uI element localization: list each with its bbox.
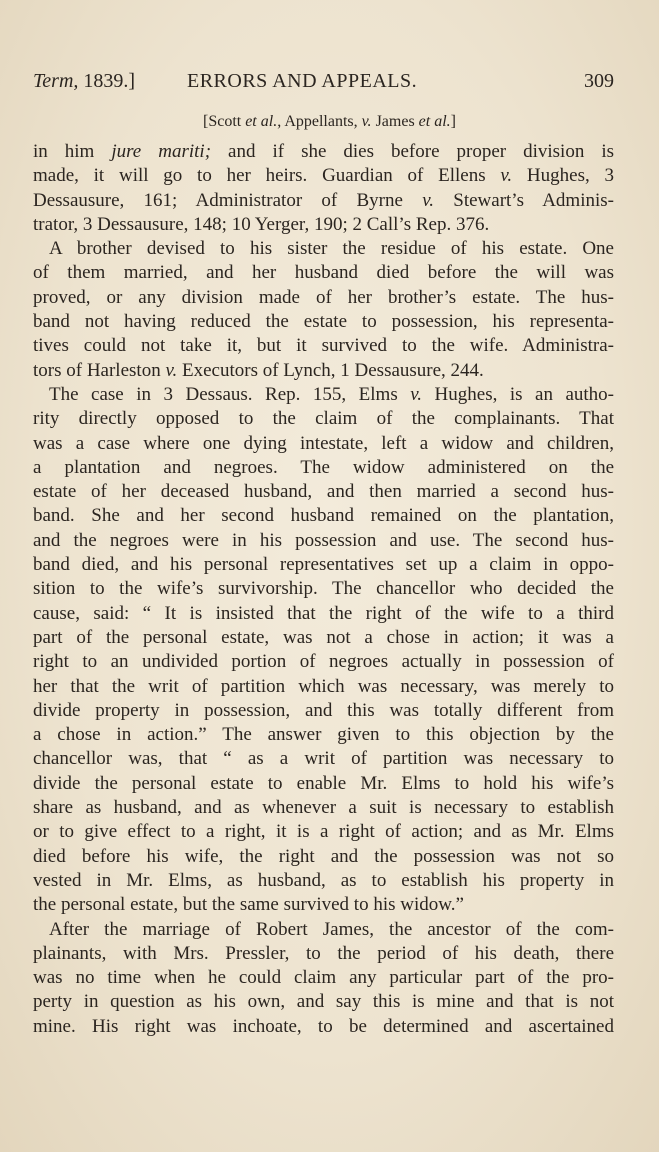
text-line — [33, 286, 614, 310]
text-segment: her that the writ of partition which was necessary, was merely to — [33, 675, 614, 697]
text-line — [33, 359, 614, 383]
italic-text: v. — [165, 359, 178, 381]
italic-text: et al. — [418, 113, 451, 130]
year-label: 1839.] — [78, 70, 136, 92]
italic-text: v. — [361, 113, 372, 130]
text-line — [33, 480, 614, 504]
text-line — [33, 553, 614, 577]
text-line — [33, 747, 614, 771]
term-label: Term, — [33, 70, 79, 92]
text-segment: Dessausure, 161; Administrator of Byrne — [33, 189, 423, 211]
text-segment: cause, said: “ It is insisted that the right of the wife to a third — [33, 602, 614, 624]
text-segment: tors of Harleston — [33, 359, 166, 381]
text-segment: band died, and his personal representatives set up a claim in oppo- — [33, 554, 614, 576]
text-segment: tives could not take it, but it survived to the wife. Administra- — [33, 335, 614, 357]
italic-text: v. — [422, 189, 434, 211]
text-segment: band not having reduced the estate to possession, his representa- — [33, 311, 614, 333]
text-segment: trator, 3 Dessausure, 148; 10 Yerger, 190; 2 Call’s Rep. 376. — [33, 213, 490, 235]
text-line — [33, 1015, 614, 1039]
text-segment: part of the personal estate, was not a chose in action; it was a — [33, 626, 614, 648]
text-line — [33, 723, 614, 747]
text-segment: or to give effect to a right, it is a right of action; and as Mr. Elms — [33, 821, 614, 843]
text-line — [33, 310, 614, 334]
text-line — [33, 820, 614, 844]
text-segment: ] — [450, 113, 456, 130]
text-segment: James — [371, 113, 419, 130]
text-segment: was no time when he could claim any particular part of the pro- — [33, 967, 614, 989]
text-segment: was a case where one dying intestate, left a widow and children, — [33, 432, 614, 454]
text-line — [33, 140, 614, 164]
text-line — [33, 990, 614, 1014]
text-segment: vested in Mr. Elms, as husband, as to establish his property in — [33, 869, 614, 891]
text-segment: made, it will go to her heirs. Guardian of Ellens — [33, 165, 501, 187]
case-caption — [0, 113, 659, 131]
text-segment: proved, or any division made of her brother’s estate. The hus- — [33, 286, 614, 308]
text-segment: A brother devised to his sister the residue of his estate. One — [49, 238, 614, 260]
text-line — [33, 407, 614, 431]
text-segment: divide property in possession, and this was totally different from — [33, 699, 614, 721]
text-segment: Hughes, is an autho- — [422, 383, 614, 405]
text-segment: chancellor was, that “ as a writ of partition was necessary to — [33, 748, 614, 770]
text-segment: estate of her deceased husband, and then married a second hus- — [33, 481, 614, 503]
text-segment: of them married, and her husband died before the will was — [33, 262, 614, 284]
text-line — [33, 577, 614, 601]
italic-text: v. — [500, 165, 513, 187]
text-segment: plainants, with Mrs. Pressler, to the period of his death, there — [33, 942, 614, 964]
italic-text: jure mariti; — [111, 141, 212, 162]
term-year — [33, 70, 135, 93]
text-line — [33, 213, 614, 237]
running-header — [33, 70, 614, 100]
text-line — [33, 261, 614, 285]
text-segment: divide the personal estate to enable Mr. Elms to hold his wife’s — [33, 772, 614, 794]
text-line — [33, 699, 614, 723]
text-line — [33, 529, 614, 553]
text-segment: a chose in action.” The answer given to this objection by the — [33, 724, 614, 746]
text-segment: sition to the wife’s survivorship. The chancellor who decided the — [33, 578, 614, 600]
italic-text: v. — [410, 383, 423, 405]
text-segment: and the negroes were in his possession and use. The second hus- — [33, 529, 614, 551]
text-segment: in him — [33, 141, 112, 162]
text-line — [33, 504, 614, 528]
text-segment: share as husband, and as whenever a suit is necessary to establish — [33, 797, 614, 819]
text-segment: perty in question as his own, and say this is mine and that is not — [33, 991, 614, 1013]
text-segment: Hughes, 3 — [512, 165, 614, 187]
text-line — [33, 626, 614, 650]
text-segment: Executors of Lynch, 1 Dessausure, 244. — [177, 359, 484, 381]
text-segment: Stewart’s Adminis- — [434, 189, 614, 211]
text-segment: died before his wife, the right and the possession was not so — [33, 845, 614, 867]
text-line — [33, 650, 614, 674]
text-segment: The case in 3 Dessaus. Rep. 155, Elms — [49, 383, 411, 405]
text-segment: the personal estate, but the same survived to his widow.” — [33, 894, 464, 916]
text-line — [33, 164, 614, 188]
text-segment: [Scott — [202, 113, 246, 130]
text-line — [33, 845, 614, 869]
text-line — [33, 383, 614, 407]
body-text — [33, 140, 614, 1039]
text-line — [33, 869, 614, 893]
text-line — [33, 334, 614, 358]
text-line — [33, 772, 614, 796]
text-segment: After the marriage of Robert James, the ancestor of the com- — [49, 918, 614, 940]
text-line — [33, 456, 614, 480]
running-title: ERRORS AND APPEALS. — [187, 70, 418, 92]
text-line — [33, 942, 614, 966]
page-number: 309 — [584, 70, 614, 92]
text-segment: and if she dies before proper division is — [211, 141, 615, 162]
text-line — [33, 189, 614, 213]
text-segment: , Appellants, — [277, 113, 362, 130]
italic-text: et al. — [245, 113, 278, 130]
text-segment: a plantation and negroes. The widow administered on the — [33, 456, 614, 478]
text-line — [33, 602, 614, 626]
text-line — [33, 432, 614, 456]
text-line — [33, 237, 614, 261]
text-line — [33, 675, 614, 699]
text-line — [33, 893, 614, 917]
text-segment: mine. His right was inchoate, to be determined and ascertained — [33, 1015, 614, 1037]
text-line — [33, 796, 614, 820]
text-segment: right to an undivided portion of negroes actually in possession of — [33, 651, 614, 673]
text-segment: band. She and her second husband remained on the plantation, — [33, 505, 614, 527]
text-segment: rity directly opposed to the claim of the complainants. That — [33, 408, 614, 430]
text-line — [33, 918, 614, 942]
text-line — [33, 966, 614, 990]
